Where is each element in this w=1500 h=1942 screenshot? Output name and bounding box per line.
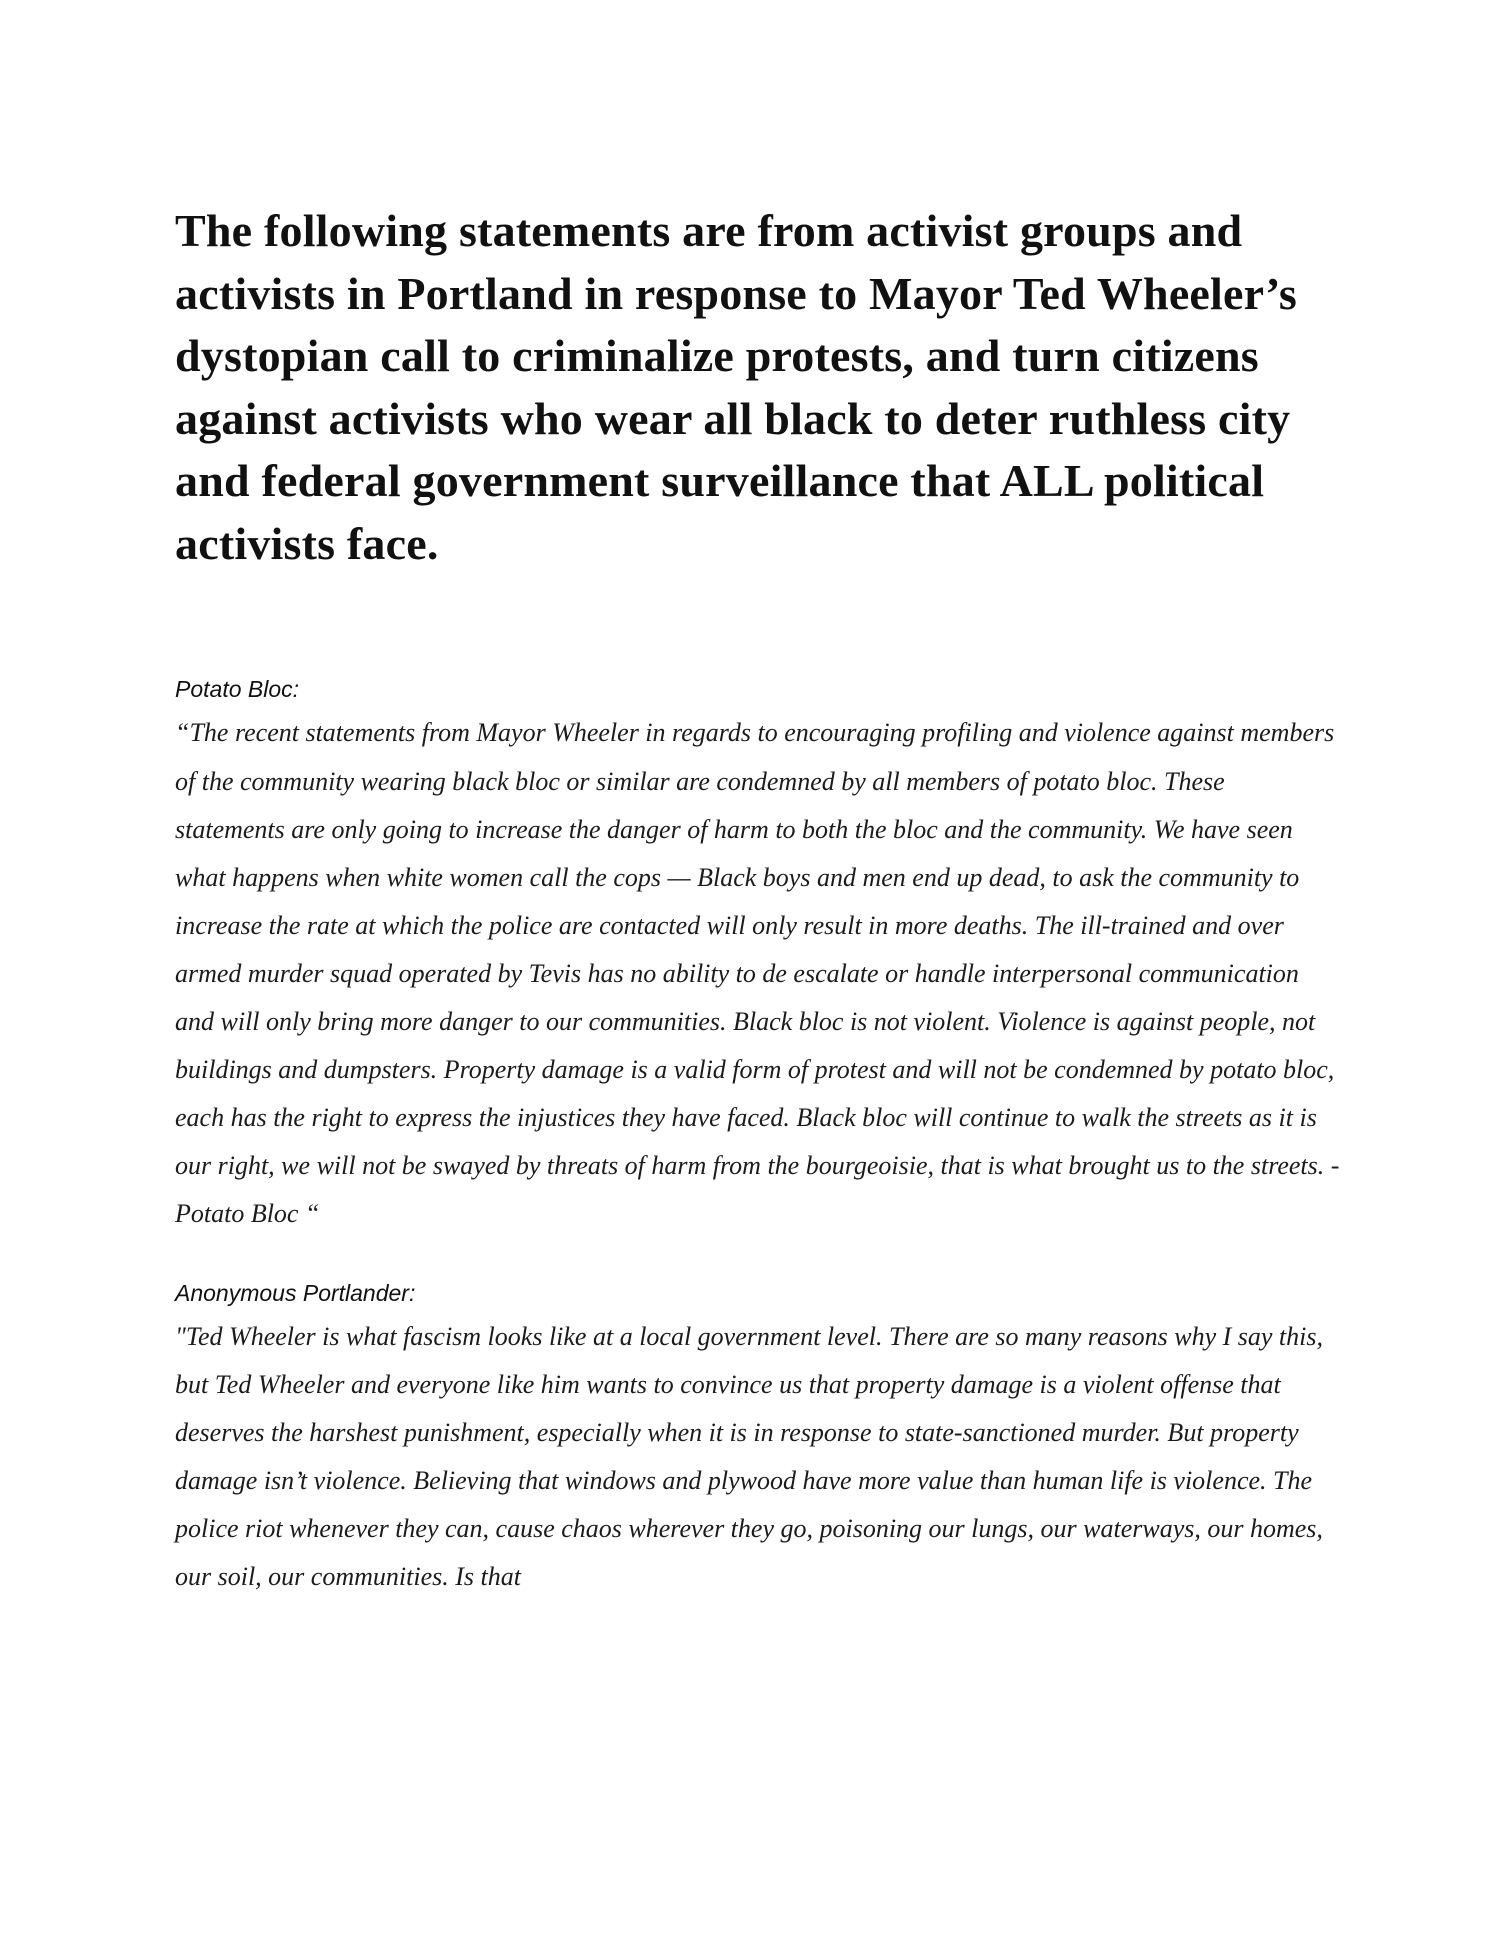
statement-section-potato-bloc [175,673,1340,1238]
section-body-text: “The recent statements from Mayor Wheeler in regards to encouraging profiling and violence against members of the community wearing black bloc or similar are condemned by all members of potato bloc. These statements are only going to increase the danger of harm to both the bloc and the community. We have seen what happens when white women call the cops — Black boys and men end up dead, to ask the community to increase the rate at which the police are contacted will only result in more deaths. The ill-trained and over armed murder squad operated by Tevis has no ability to de escalate or handle interpersonal communication and will only bring more danger to our communities. Black bloc is not violent. Violence is against people, not buildings and dumpsters. Property damage is a valid form of protest and will not be condemned by potato bloc, each has the right to express the injustices they have faced. Black bloc will continue to walk the streets as it is our right, we will not be swayed by threats of harm from the bourgeoisie, that is what brought us to the streets. -Potato Bloc “ [175,718,1340,1229]
section-body-text: "Ted Wheeler is what fascism looks like at a local government level. There are so many reasons why I say this, but Ted Wheeler and everyone like him wants to convince us that property damage is a violent offense that deserves the harshest punishment, especially when it is in response to state-sanctioned murder. But property damage isn’t violence. Believing that windows and plywood have more value than human life is violence. The police riot whenever they can, cause chaos wherever they go, poisoning our lungs, our waterways, our homes, our soil, our communities. Is that [175,1321,1323,1592]
document-content [175,200,1340,1601]
document-headline: The following statements are from activist groups and activists in Portland in response to Mayor Ted Wheeler’s dystopian call to criminalize protests, and turn citizens against activists who wear all black to deter ruthless city and federal government surveillance that ALL political activists face. [175,205,1298,569]
section-label: Potato Bloc: [175,676,300,703]
statement-section-anonymous-portlander [175,1277,1340,1602]
section-label: Anonymous Portlander: [175,1279,416,1306]
